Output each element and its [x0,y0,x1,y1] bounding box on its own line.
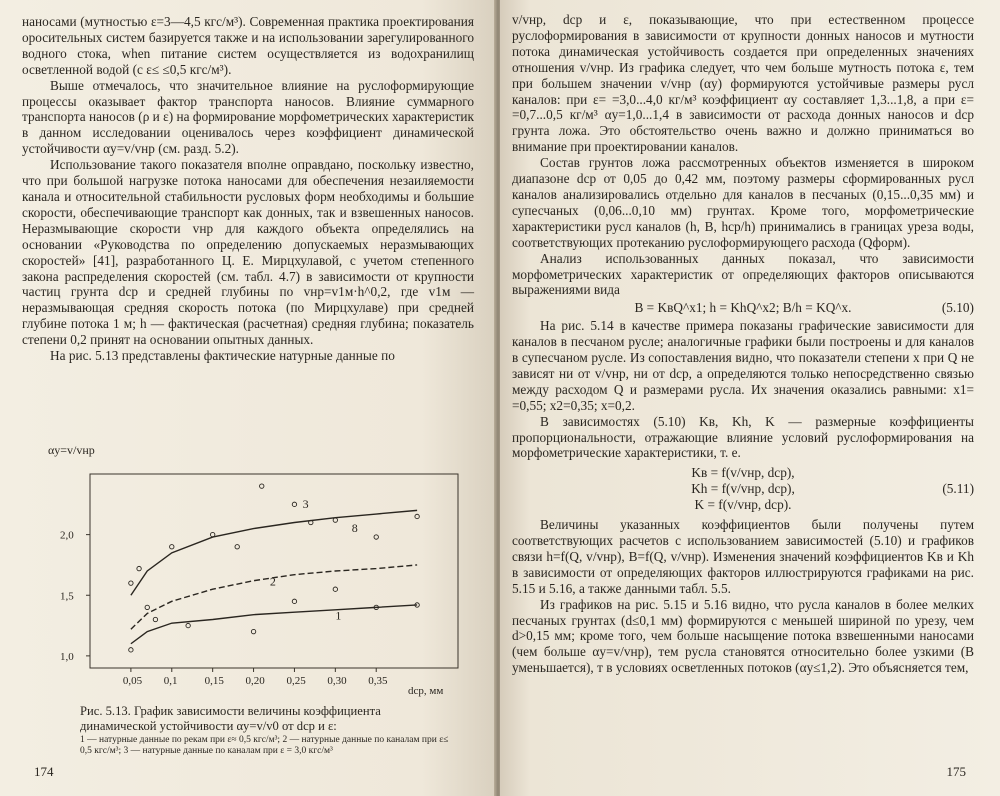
x-tick-label: 0,30 [327,675,347,687]
x-tick-label: 0,1 [163,675,178,687]
curve-label: 1 [335,608,342,623]
data-point [292,502,296,506]
data-point [292,599,296,603]
chart-svg [28,436,478,702]
data-point [333,518,337,522]
right-paragraph: Анализ использованных данных показал, что зависимости морфометрических характеристик от определяющих факторов описываются выражениями вида [512,250,974,298]
y-tick-label: 1,0 [60,650,74,663]
left-text-block [22,14,474,364]
caption-notes: 1 — натурные данные по рекам при ε≈ 0,5 кгс/м³; 2 — натурные данные по каналам при ε≤ 0,5 кгс/м³; 3 — натурные данные по каналам при ε = 3,0 кгс/м³ [80,735,449,756]
formula-5-10-expr: B = KвQ^x1; h = KhQ^x2; B/h = KQ^x. [634,300,852,316]
right-paragraph: v/vнр, dср и ε, показывающие, что при естественном процессе руслоформирования в зависимости от крупности донных наносов и мутности потока динамическая устойчивость создается при определенных значениях отношения v/vнр. Из графика следует, что чем больше мутность потока ε, тем при большем значении v/vнр (αy) формируются устойчивые размеры русл каналов: при ε= =3,0...4,0 кг/м³ коэффициент αy составляет 1,3...1,8, а при ε= =0,7...0,5 кг/м³ αy=1,0...1,4 в зависимости от расхода донных наносов и dср грунта ложа. Это обстоятельство очень важно и должно приниматься во внимание при проектировании каналов. [512,12,974,155]
data-point [129,648,133,652]
formula-5-11 [512,465,974,513]
left-page [0,0,496,796]
chart-xlabel: dср, мм [408,685,444,697]
x-tick-label: 0,35 [368,675,388,687]
curve-label: 2 [269,574,276,589]
data-point [153,617,157,621]
chart-ylabel: αy=v/vнр [48,443,95,457]
data-point [235,545,239,549]
formula-5-11-line: Kh = f(v/vнр, dср), [691,481,795,497]
chart-plot-area [60,474,458,687]
data-point [137,566,141,570]
data-point [374,535,378,539]
data-point [129,581,133,585]
figure-5-13-chart [28,436,478,702]
data-point [333,587,337,591]
formula-5-10 [512,300,974,316]
curve-label: 8 [351,521,358,536]
right-page [500,0,1000,796]
chart-frame [90,474,458,668]
y-tick-label: 1,5 [60,590,74,603]
data-point [145,605,149,609]
right-text-block [512,12,974,676]
data-point [415,514,419,518]
data-point [170,545,174,549]
x-tick-label: 0,05 [122,675,143,687]
formula-5-11-line: K = f(v/vнр, dср). [694,497,792,513]
formula-5-11-line: Kв = f(v/vнр, dср), [691,465,795,481]
x-tick-label: 0,20 [245,675,265,687]
data-point [260,484,264,488]
left-paragraph: Выше отмечалось, что значительное влияние на руслоформирующие процессы оказывает фактор транспорта наносов. Влияние суммарного транспорта наносов (ρ и ε) на формирование морфометрических характеристик в данном исследовании оценивалось через коэффициент динамической устойчивости αy=v/vнр (см. разд. 5.2). [22,77,474,157]
right-paragraph: Величины указанных коэффициентов были получены путем соответствующих расчетов с использованием зависимостей (5.10) и графиков связи h=f(Q, v/vнр), B=f(Q, v/vнр). Изменения значений коэффициентов Kв и Kh в зависимости от определяющих факторов иллюстрируются графиками на рис. 5.15 и 5.16, а также данными табл. 5.5. [512,517,974,596]
x-tick-label: 0,15 [204,675,224,687]
right-paragraph: На рис. 5.14 в качестве примера показаны графические зависимости для каналов в песчаном русле; аналогичные графики были построены и для каналов в супесчаном русле. Из сопоставления видно, что показатели степени x при Q не зависят ни от v/vнр, ни от dср, а определяются только непосредственно связью между расходом Q и размерами русла. Их значения оказались равными: x1= =0,55; x2=0,35; x=0,2. [512,318,974,413]
right-paragraph: Состав грунтов ложа рассмотренных объектов изменяется в широком диапазоне dср от 0,05 до 0,42 мм, поэтому размеры сформированных русл каналов анализировались отдельно для каналов в песчаных (0,15...0,35 мм) и супесчаных (0,06...0,10 мм) грунтах. Кроме того, морфометрические характеристики русл каналов (h, B, hср/h) принимались в границах уреза воды, соответствующих протеканию руслоформирующего расхода (Qформ). [512,155,974,250]
data-point [251,629,255,633]
caption-title: Рис. 5.13. График зависимости величины коэффициента динамической устойчивости αy=v/v0 от dср и ε: [80,704,381,733]
right-paragraph: Из графиков на рис. 5.15 и 5.16 видно, что русла каналов в более мелких песчаных грунтах (d≤0,1 мм) формируются с меньшей шириной по урезу, чем d>0,15 мм; кроме того, чем больше насыщение потока взвешенными наносами (чем больше αy=v/vнр), тем русла становятся относительно более узкими (B уменьшается), т в условиях осветленных потоков (αy≤1,2). Это объясняется тем, [512,596,974,676]
left-paragraph: Использование такого показателя вполне оправдано, поскольку известно, что при большой нагрузке потока наносами для обеспечения незаиляемости канала и относительной стабильности русловых форм необходимы и большие скорости, обеспечивающие транспорт как донных, так и взвешенных наносов. Неразмывающие скорости vнр для каждого объекта определялись на основании «Руководства по определению допускаемых неразмывающих скоростей» [41], разработанного Ц. Е. Мирцхулавой, с учетом степенного закона распределения скоростей (см. табл. 4.7) в зависимости от крупности частиц грунта dср и средней глубины по vнр=v1м·h^0,2, где v1м — неразмывающая средняя скорость потока (по Мирцхулаве) при средней глубине потока 1 м; h — фактическая (расчетная) средняя глубина; показатель степени 0,2 принят на основании опытных данных. [22,157,474,348]
data-point [186,623,190,627]
page-number-right: 175 [946,764,966,779]
formula-5-11-number: (5.11) [942,481,974,497]
curve-label: 3 [302,496,309,511]
formula-5-10-number: (5.10) [941,300,974,316]
right-paragraph: В зависимостях (5.10) Kв, Kh, K — размерные коэффициенты пропорциональности, отражающие влияние условий руслоформирования на морфометрические характеристики, т. е. [512,413,974,461]
figure-caption [80,704,460,757]
left-paragraph: наносами (мутностью ε=3—4,5 кгс/м³). Современная практика проектирования оросительных систем базируется также и на использовании зарегулированного водного стока, when питание систем осуществляется из водохранилищ осветленной водой (с ε≤ ≤0,5 кгс/м³). [22,14,474,77]
left-paragraph: На рис. 5.13 представлены фактические натурные данные по [50,348,395,364]
page-number-left: 174 [34,764,54,779]
series-line-1 [131,605,417,644]
y-tick-label: 2,0 [60,529,74,542]
x-tick-label: 0,25 [286,675,306,687]
data-point [210,532,214,536]
